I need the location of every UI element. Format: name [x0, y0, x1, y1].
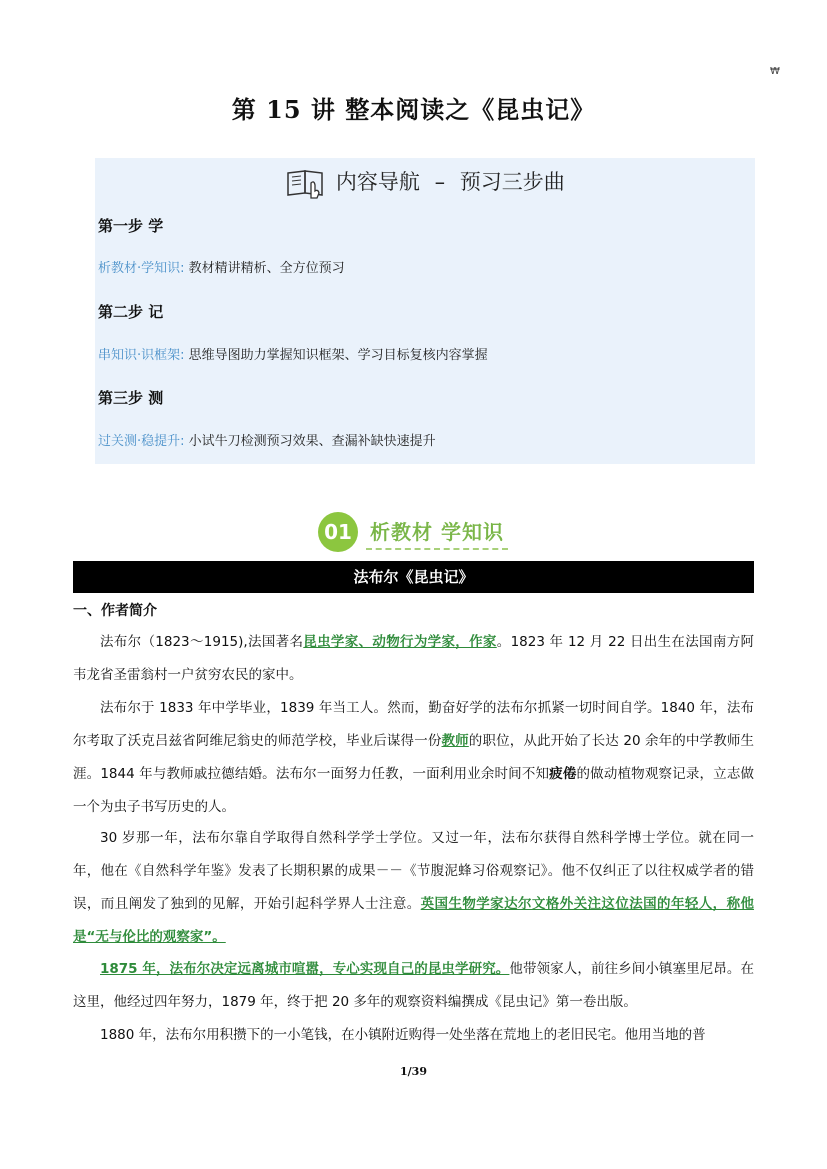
- paragraph-5: [73, 1019, 754, 1052]
- section-label: 析教材 学知识: [370, 520, 504, 544]
- step-3-line: [98, 430, 436, 449]
- p1-text-c: 。1823 年 12 月 22 日出生在法国南方阿韦龙省圣雷翁村一户贫穷农民的家中。: [73, 634, 755, 683]
- nav-heading-dash: –: [434, 170, 446, 194]
- author-heading: 一、作者简介: [73, 603, 157, 619]
- p2-bold-word: 疲倦: [549, 766, 577, 782]
- p2-text-a: 法布尔于 1833 年中学毕业，1839 年当工人。然而，勤奋好学的法布尔抓紧一切时间自学。1840 年，法布尔考取了沃克吕兹省阿维尼翁史的师范学校，毕业后谋得一份: [73, 700, 754, 749]
- step-3-desc: 小试牛刀检测预习效果、查漏补缺快速提升: [188, 434, 436, 449]
- paragraph-2: [73, 692, 754, 824]
- step-1-desc: 教材精讲精析、全方位预习: [188, 261, 345, 276]
- nav-heading: [95, 166, 755, 199]
- step-3-key: 过关测·稳提升:: [98, 434, 185, 449]
- p2-text-c: 的职位，从此开始了长达 20 余年的中学教师生涯。1844 年与教师戚拉德结婚。法布尔一面努力任教，一面利用业余时间不知: [73, 733, 755, 782]
- p2-highlight-teacher: 教师: [441, 733, 469, 749]
- p2-text-e: 的做动植物观察记录，立志做一个为虫子书写历史的人。: [73, 766, 755, 815]
- step-1-line: [98, 257, 345, 276]
- topic-bar: 法布尔《昆虫记》: [73, 561, 754, 593]
- step-2-title: 第二步 记: [98, 303, 164, 321]
- corner-mark: ₩: [770, 66, 780, 77]
- p1-highlight: 昆虫学家、动物行为学家，作家: [303, 634, 497, 650]
- step-2-key: 串知识·识框架:: [98, 348, 185, 363]
- section-banner: [318, 508, 518, 554]
- section-number-badge: 01: [318, 512, 358, 552]
- paragraph-3: [73, 822, 754, 954]
- book-hand-icon: [285, 167, 327, 199]
- step-1-key: 析教材·学知识:: [98, 261, 185, 276]
- paragraph-4: [73, 953, 754, 1019]
- step-1-title: 第一步 学: [98, 217, 164, 235]
- nav-heading-text: 内容导航: [335, 170, 420, 194]
- p3-text-a: 30 岁那一年，法布尔靠自学取得自然科学学士学位。又过一年，法布尔获得自然科学博士学位。就在同一年，他在《自然科学年鉴》发表了长期积累的成果－－《节腹泥蜂习俗观察记》。他不仅纠正了以往权威学者的错误，而且阐发了独到的见解，开始引起科学界人士注意。: [73, 830, 754, 912]
- p4-text-b: 他带领家人，前往乡间小镇塞里尼昂。在这里，他经过四年努力，1879 年，终于把 20 多年的观察资料编撰成《昆虫记》第一卷出版。: [73, 961, 754, 1010]
- page-title: 第 15 讲 整本阅读之《昆虫记》: [231, 95, 596, 124]
- step-2-desc: 思维导图助力掌握知识框架、学习目标复核内容掌握: [188, 348, 488, 363]
- p4-highlight: 1875 年，法布尔决定远离城市喧嚣，专心实现自己的昆虫学研究。: [100, 961, 510, 977]
- step-2-line: [98, 344, 488, 363]
- section-underline: [366, 548, 508, 550]
- p3-highlight: 英国生物学家达尔文格外关注这位法国的年轻人，称他是“无与伦比的观察家”。: [73, 896, 754, 945]
- paragraph-1: [73, 626, 754, 692]
- p1-text-a: 法布尔（1823～1915),法国著名: [100, 634, 304, 650]
- step-3-title: 第三步 测: [98, 389, 164, 407]
- content-navigation-box: [95, 158, 755, 464]
- p5-text: 1880 年，法布尔用积攒下的一小笔钱，在小镇附近购得一处坐落在荒地上的老旧民宅。他用当地的普: [100, 1027, 706, 1043]
- nav-subheading: 预习三步曲: [459, 170, 565, 194]
- page-number: 1/39: [400, 1065, 427, 1078]
